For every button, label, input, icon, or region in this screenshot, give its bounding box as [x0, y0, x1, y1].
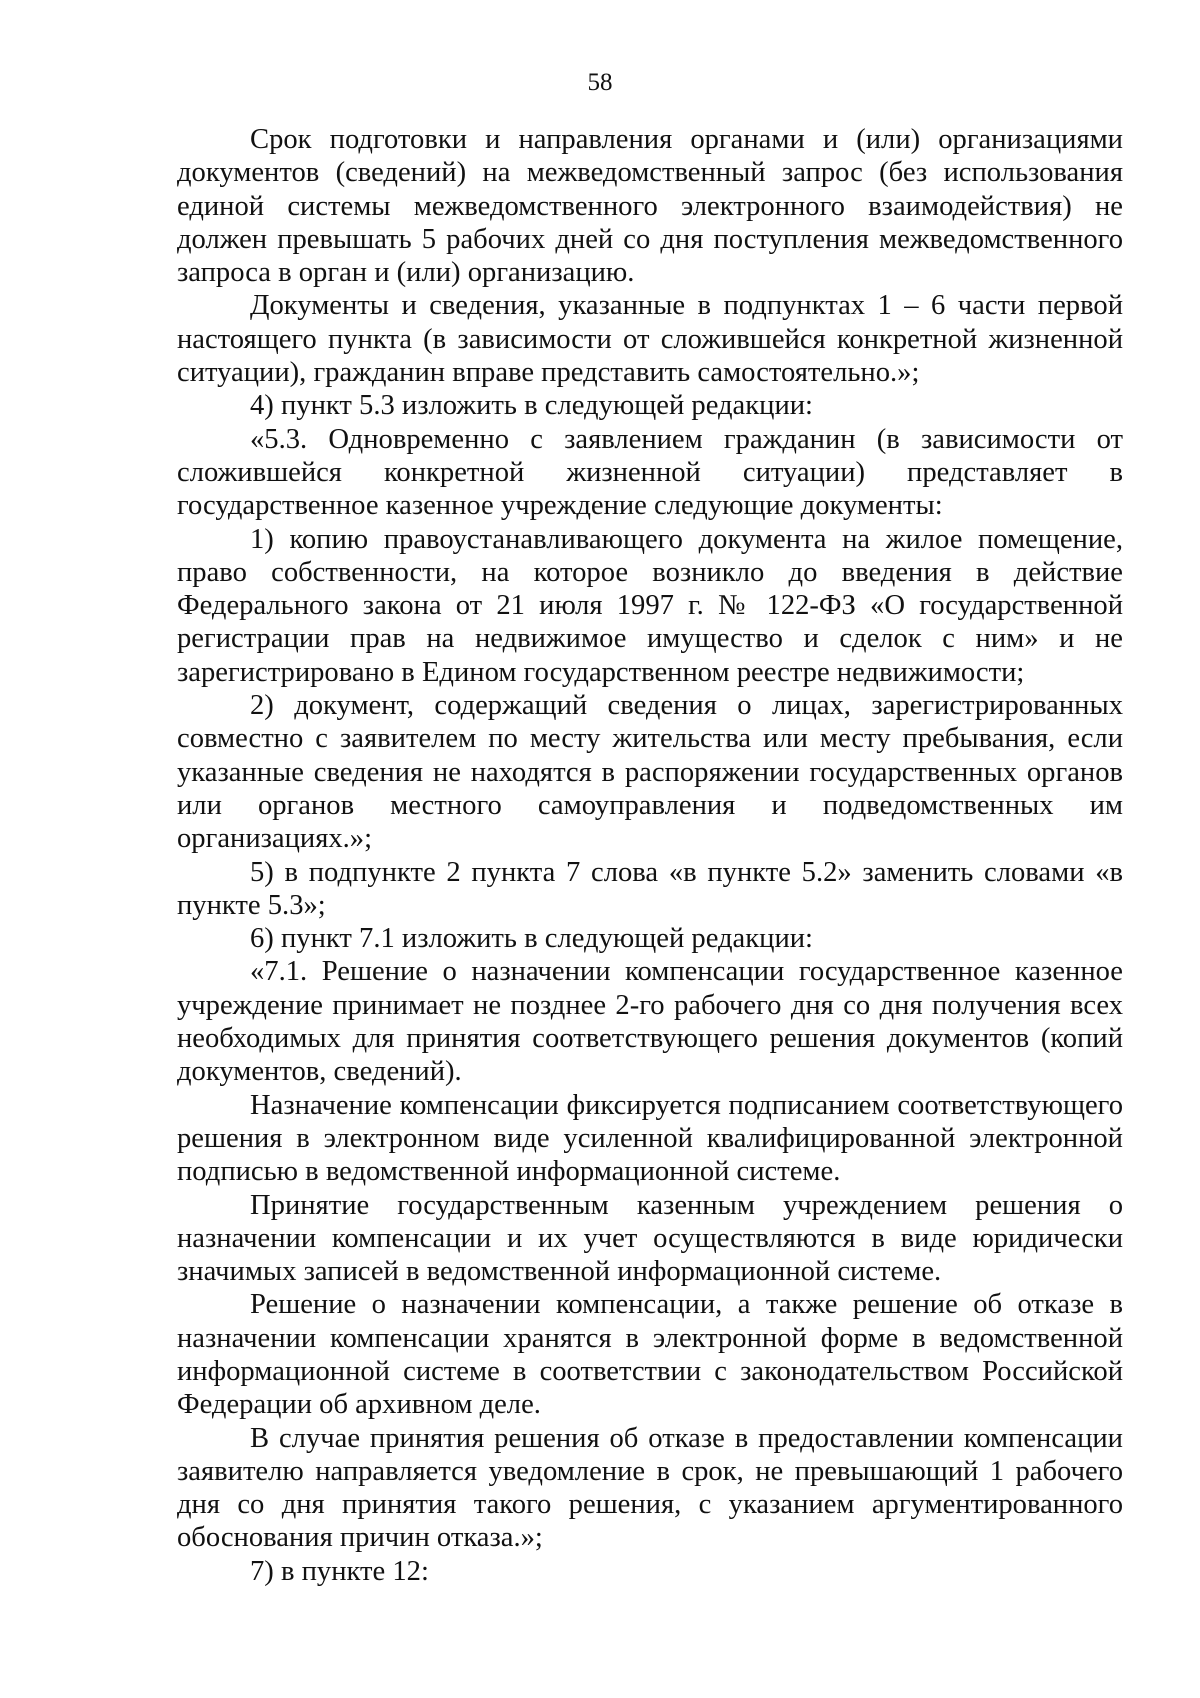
paragraph-compensation-signing: Назначение компенсации фиксируется подписанием соответствующего решения в электронном виде усиленной квалифицированной электронной подписью в ведомственной информационной системе. [177, 1089, 1123, 1188]
paragraph-item-5: 5) в подпункте 2 пункта 7 слова «в пункте 5.2» заменить словами «в пункте 5.3»; [177, 856, 1123, 921]
paragraph-subclause-2: 2) документ, содержащий сведения о лицах, зарегистрированных совместно с заявителем по месту жительства или месту пребывания, если указанные сведения не находятся в распоряжении государственных органов или органов местного самоуправления и подведомственных им организациях.»; [177, 690, 1123, 855]
paragraph-documents-submitted-voluntarily: Документы и сведения, указанные в подпунктах 1 – 6 части первой настоящего пункта (в зависимости от сложившейся конкретной жизненной ситуации), гражданин вправе представить самостоятельно.»; [177, 290, 1123, 389]
paragraph-item-7: 7) в пункте 12: [250, 1555, 429, 1587]
paragraph-clause-5-3: «5.3. Одновременно с заявлением гражданин (в зависимости от сложившейся конкретной жизненной ситуации) представляет в государственное казенное учреждение следующие документы: [177, 423, 1123, 522]
paragraph-decision-records: Принятие государственным казенным учреждением решения о назначении компенсации и их учет осуществляются в виде юридически значимых записей в ведомственной информационной системе. [177, 1189, 1123, 1288]
paragraph-item-6: 6) пункт 7.1 изложить в следующей редакции: [250, 923, 813, 955]
document-body [177, 123, 1123, 1588]
paragraph-refusal-notice: В случае принятия решения об отказе в предоставлении компенсации заявителю направляется уведомление в срок, не превышающий 1 рабочего дня со дня принятия такого решения, с указанием аргументированного обоснования причин отказа.»; [177, 1422, 1123, 1554]
paragraph-deadline-for-interagency-response: Срок подготовки и направления органами и (или) организациями документов (сведений) на межведомственный запрос (без использования единой системы межведомственного электронного взаимодействия) не должен превышать 5 рабочих дней со дня поступления межведомственного запроса в орган и (или) организацию. [177, 124, 1123, 289]
paragraph-subclause-1: 1) копию правоустанавливающего документа на жилое помещение, право собственности, на которое возникло до введения в действие Федерального закона от 21 июля 1997 г. № 122-ФЗ «О государственной регистрации прав на недвижимое имущество и сделок с ним» и не зарегистрировано в Едином государственном реестре недвижимости; [177, 523, 1123, 688]
paragraph-clause-7-1: «7.1. Решение о назначении компенсации государственное казенное учреждение принимает не позднее 2-го рабочего дня со дня получения всех необходимых для принятия соответствующего решения документов (копий документов, сведений). [177, 956, 1123, 1088]
page-number: 58 [587, 69, 613, 96]
paragraph-item-4: 4) пункт 5.3 изложить в следующей редакции: [250, 390, 813, 422]
paragraph-decision-storage: Решение о назначении компенсации, а также решение об отказе в назначении компенсации хранятся в электронной форме в ведомственной информационной системе в соответствии с законодательством Российской Федерации об архивном деле. [177, 1289, 1123, 1421]
